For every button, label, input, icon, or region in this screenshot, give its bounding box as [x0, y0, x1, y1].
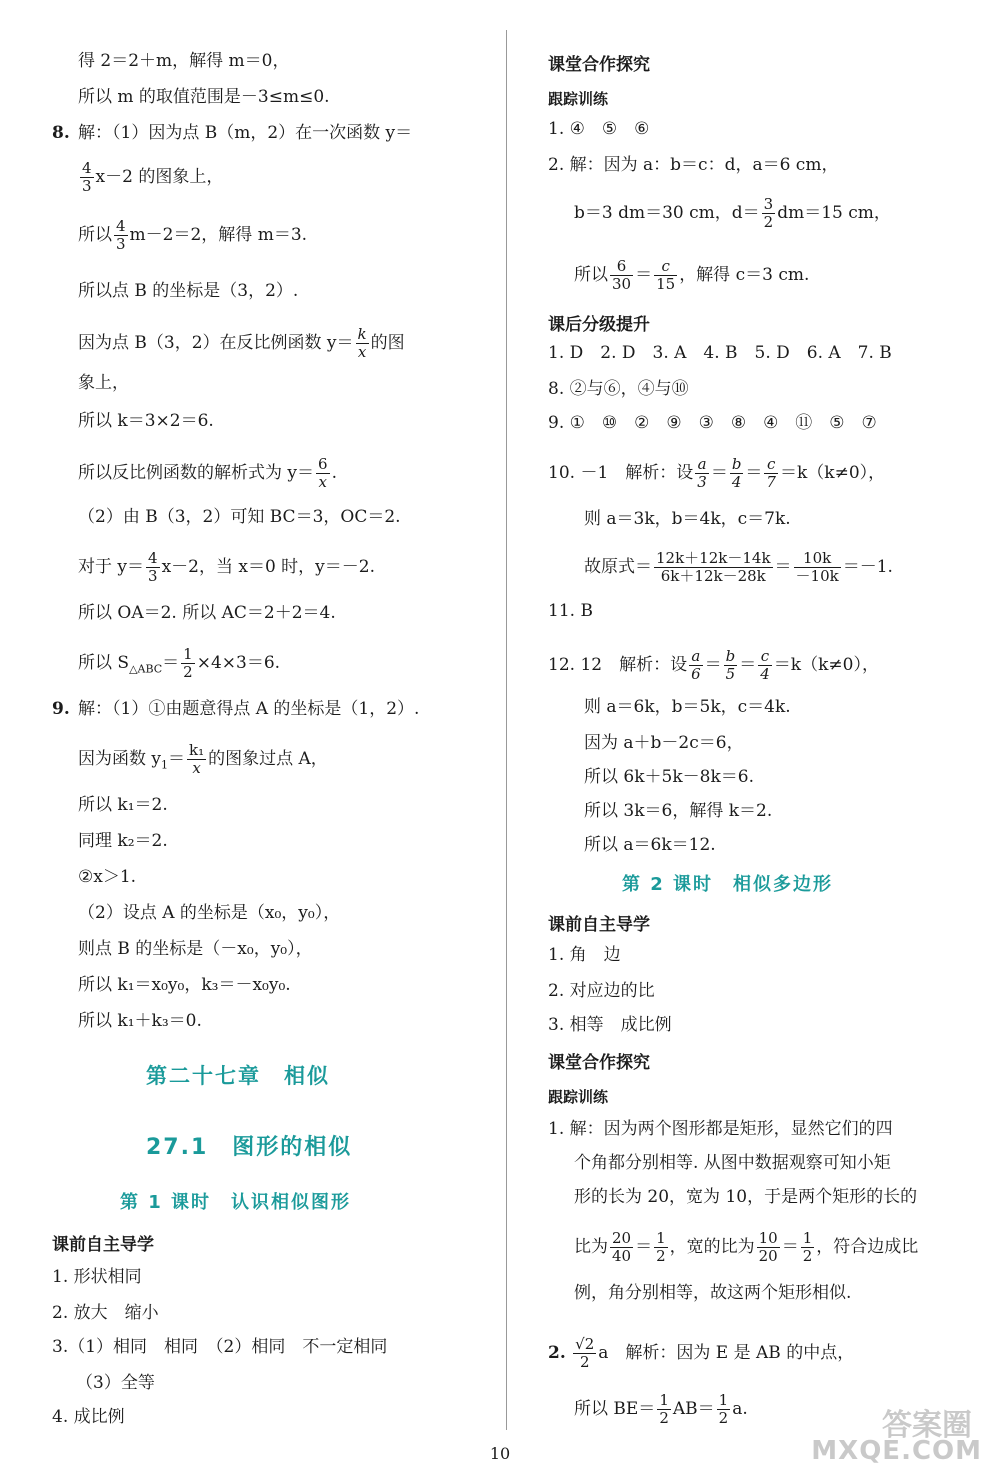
pre-study-heading: 课前自主导学: [548, 915, 650, 935]
answer-line: （2）由 B（3，2）可知 BC＝3，OC＝2.: [78, 507, 401, 527]
coop-heading: 课堂合作探究: [548, 1053, 650, 1073]
answer-line: 1. D 2. D 3. A 4. B 5. D 6. A 7. B: [548, 343, 892, 363]
answer-line: 则点 B 的坐标是（－x₀，y₀），: [78, 939, 313, 959]
answer-line: 对于 y＝ $\frac{4}{3}$ x－2，当 x＝0 时，y＝－2.: [78, 549, 376, 585]
page-number: 10: [489, 1444, 511, 1463]
answer-line: （3）全等: [76, 1373, 155, 1393]
answer-line: 则 a＝3k，b＝4k，c＝7k.: [584, 509, 791, 529]
answer-line: $\frac{4}{3}$ x－2 的图象上，: [82, 159, 224, 195]
lesson-title: 第 2 课时 相似多边形: [622, 874, 834, 895]
answer-line: ②x＞1.: [78, 867, 137, 887]
answer-line: 11. B: [548, 601, 593, 621]
answer-line: 所以 m 的取值范围是－3≤m≤0.: [78, 87, 330, 107]
answer-line: 1. 形状相同: [52, 1267, 142, 1287]
answer-line: 2. $\frac{√2}{2}$ a 解析：因为 E 是 AB 的中点，: [548, 1335, 855, 1371]
answer-line: b＝3 dm＝30 cm，d＝ $\frac{3}{2}$ dm＝15 cm，: [574, 195, 891, 231]
question-number: 9.: [52, 699, 70, 719]
answer-line: 所以 k₁＋k₃＝0.: [78, 1011, 202, 1031]
post-study-heading: 课后分级提升: [548, 315, 650, 335]
answer-line: 2. 放大 缩小: [52, 1303, 159, 1323]
answer-line: 2. 对应边的比: [548, 981, 655, 1001]
answer-line: 10. －1 解析：设 $\frac{a}{3}$ ＝ $\frac{b}{4}$ ＝ $\frac{c}{7}$ ＝k（k≠0），: [548, 455, 886, 491]
answer-line: 形的长为 20，宽为 10，于是两个矩形的长的: [574, 1187, 918, 1207]
answer-line: 所以 $\frac{6}{30}$ ＝ $\frac{c}{15}$ ，解得 c＝3 cm.: [574, 257, 810, 293]
answer-line: 故原式＝ $\frac{12k+12k-14k}{6k+12k-28k}$ ＝ $\frac{10k}{-10k}$ ＝－1.: [584, 549, 893, 585]
lesson-title: 第 1 课时 认识相似图形: [120, 1192, 352, 1213]
answer-line: 个角都分别相等. 从图中数据观察可知小矩: [574, 1153, 891, 1173]
answer-line: 所以 BE＝ $\frac{1}{2}$ AB＝ $\frac{1}{2}$ a.: [574, 1391, 748, 1427]
answer-line: 例，角分别相等，故这两个矩形相似.: [574, 1283, 852, 1303]
answer-line: 所以 6k＋5k－8k＝6.: [584, 767, 754, 787]
answer-line: 比为 $\frac{20}{40}$ ＝ $\frac{1}{2}$ ，宽的比为 $\frac{10}{20}$ ＝ $\frac{1}{2}$ ，符合边成比: [574, 1229, 919, 1265]
track-heading: 跟踪训练: [548, 90, 609, 108]
answer-line: 因为 a＋b－2c＝6，: [584, 733, 744, 753]
answer-line: 所以 k＝3×2＝6.: [78, 411, 214, 431]
answer-line: 4. 成比例: [52, 1407, 125, 1427]
answer-line: 得 2＝2＋m，解得 m＝0，: [78, 51, 290, 71]
answer-line: 所以 3k＝6，解得 k＝2.: [584, 801, 773, 821]
answer-line: （2）设点 A 的坐标是（x₀，y₀），: [78, 903, 341, 923]
answer-line: 所以 a＝6k＝12.: [584, 835, 716, 855]
answer-line: 9. ① ⑩ ② ⑨ ③ ⑧ ④ ⑪ ⑤ ⑦: [548, 413, 877, 433]
fraction: $\frac{4}{3}$: [82, 159, 92, 195]
answer-line: 1. 角 边: [548, 945, 621, 965]
answer-line: 所以 $S_{\triangle ABC}=$ $\frac{1}{2}$ ×4×3＝6.: [78, 645, 281, 681]
answer-line: 8. ②与⑥，④与⑩: [548, 379, 689, 399]
chapter-title: 第二十七章 相似: [146, 1064, 330, 1088]
answer-line: 解：（1）①由题意得点 A 的坐标是（1，2）.: [78, 699, 420, 719]
coop-heading: 课堂合作探究: [548, 55, 650, 75]
answer-line: 所以 k₁＝2.: [78, 795, 168, 815]
answer-line: 1. 解：因为两个图形都是矩形，显然它们的四: [548, 1119, 893, 1139]
answer-line: 所以 $\frac{4}{3}$ m－2＝2，解得 m＝3.: [78, 217, 308, 253]
answer-line: 因为函数 $y_1=$ $\frac{\text{k₁}}{x}$ 的图象过点 A，: [78, 741, 328, 777]
answer-line: 2. 解：因为 a：b＝c：d，a＝6 cm，: [548, 155, 839, 175]
answer-line: 1. ④ ⑤ ⑥: [548, 119, 650, 139]
section-title: 27.1 图形的相似: [146, 1135, 353, 1160]
answer-line: 解：（1）因为点 B（m，2）在一次函数 y＝: [78, 123, 413, 143]
answer-line: 所以点 B 的坐标是（3，2）.: [78, 281, 299, 301]
answer-line: 所以反比例函数的解析式为 y＝ $\frac{6}{x}$ .: [78, 455, 337, 491]
column-divider: [506, 30, 507, 1430]
track-heading: 跟踪训练: [548, 1088, 609, 1106]
answer-line: 因为点 B（3，2）在反比例函数 y＝ $\frac{k}{x}$ 的图: [78, 325, 405, 361]
answer-line: 所以 OA＝2. 所以 AC＝2＋2＝4.: [78, 603, 336, 623]
watermark-logo: 答案圈 MXQE.COM: [811, 1408, 982, 1466]
question-number: 8.: [52, 123, 70, 143]
answer-line: 象上，: [78, 373, 129, 393]
answer-line: 则 a＝6k，b＝5k，c＝4k.: [584, 697, 791, 717]
answer-line: 同理 k₂＝2.: [78, 831, 168, 851]
answer-line: 所以 k₁＝x₀y₀，k₃＝－x₀y₀.: [78, 975, 291, 995]
answer-line: 12. 12 解析：设 $\frac{a}{6}$ ＝ $\frac{b}{5}$ ＝ $\frac{c}{4}$ ＝k（k≠0），: [548, 647, 879, 683]
pre-study-heading: 课前自主导学: [52, 1235, 154, 1255]
answer-line: 3.（1）相同 相同 （2）相同 不一定相同: [52, 1337, 388, 1357]
answer-line: 3. 相等 成比例: [548, 1015, 672, 1035]
